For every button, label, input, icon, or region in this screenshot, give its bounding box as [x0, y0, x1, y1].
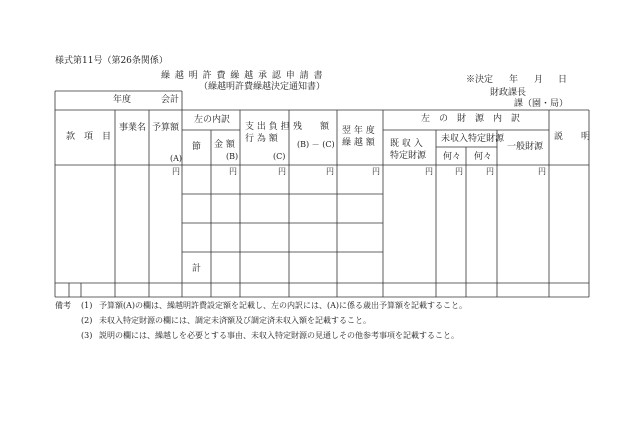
decision-mark: ※決定 — [466, 75, 494, 85]
fiscal-year-label: 年度 — [113, 95, 132, 105]
month-label: 月 — [534, 75, 544, 85]
note-1-num: (1) — [81, 301, 93, 310]
department: 課（園・局） — [514, 99, 569, 109]
header-project: 事業名 — [119, 123, 147, 133]
form-number: 様式第11号（第26条関係） — [55, 56, 168, 66]
unit-general: 円 — [538, 167, 546, 176]
form-subtitle: （繰越明許費繰越決定通知書） — [199, 82, 326, 92]
note-2-text: 未収入特定財源の欄には、調定未済額及び調定済未収入額を記載すること。 — [99, 316, 371, 325]
header-received-1: 既 収 入 — [390, 139, 423, 149]
unit-received: 円 — [425, 167, 433, 176]
unit-remaining: 円 — [326, 167, 334, 176]
header-expenditure-1: 支 出 負 担 — [245, 122, 290, 132]
note-3-text: 説明の欄には、繰越しを必要とする事由、未収入特定財源の見通しその他参考事項を記載すること。 — [99, 331, 459, 340]
header-budget: 予算額 — [152, 123, 180, 133]
unit-next-year: 円 — [372, 167, 380, 176]
account-label: 会計 — [161, 95, 180, 105]
header-amount-sub: (B) — [226, 152, 239, 161]
header-budget-sub: (A) — [170, 154, 183, 163]
header-breakdown: 左の内訳 — [194, 115, 231, 125]
year-label: 年 — [509, 75, 519, 85]
unit-amount: 円 — [229, 167, 237, 176]
header-explanation: 説 明 — [554, 132, 591, 142]
header-funding: 左 の 財 源 内 訳 — [421, 114, 521, 124]
header-next-year-1: 翌 年 度 — [342, 126, 375, 136]
header-item: 款 項 目 — [66, 132, 112, 142]
header-section: 節 — [192, 142, 202, 152]
header-received-2: 特定財源 — [390, 151, 427, 161]
header-what-1: 何々 — [443, 152, 462, 162]
unit-expenditure: 円 — [278, 167, 286, 176]
note-2-num: (2) — [81, 316, 93, 325]
header-unreceived: 未収入特定財源 — [441, 134, 505, 144]
recipient: 財政課長 — [490, 88, 527, 98]
header-next-year-2: 繰 越 額 — [342, 138, 375, 148]
header-amount: 金 額 — [214, 140, 235, 150]
unit-what-1: 円 — [455, 167, 463, 176]
header-remaining-sub: (B) － (C) — [297, 140, 335, 149]
note-1-text: 予算額(A)の欄は、繰越明許費設定額を記載し、左の内訳には、(A)に係る歳出予算額を記載すること。 — [99, 301, 468, 310]
unit-budget: 円 — [172, 167, 180, 176]
header-expenditure-2: 行 為 額 — [245, 134, 278, 144]
note-3-num: (3) — [81, 331, 93, 340]
header-remaining: 残 額 — [293, 122, 330, 132]
unit-what-2: 円 — [486, 167, 494, 176]
header-what-2: 何々 — [474, 152, 493, 162]
total-label: 計 — [192, 264, 202, 274]
header-expenditure-sub: (C) — [273, 152, 286, 161]
header-general: 一般財源 — [507, 142, 544, 152]
notes-label: 備考 — [55, 301, 71, 310]
day-label: 日 — [558, 75, 568, 85]
form-title: 繰 越 明 許 費 繰 越 承 認 申 請 書 — [161, 71, 324, 81]
